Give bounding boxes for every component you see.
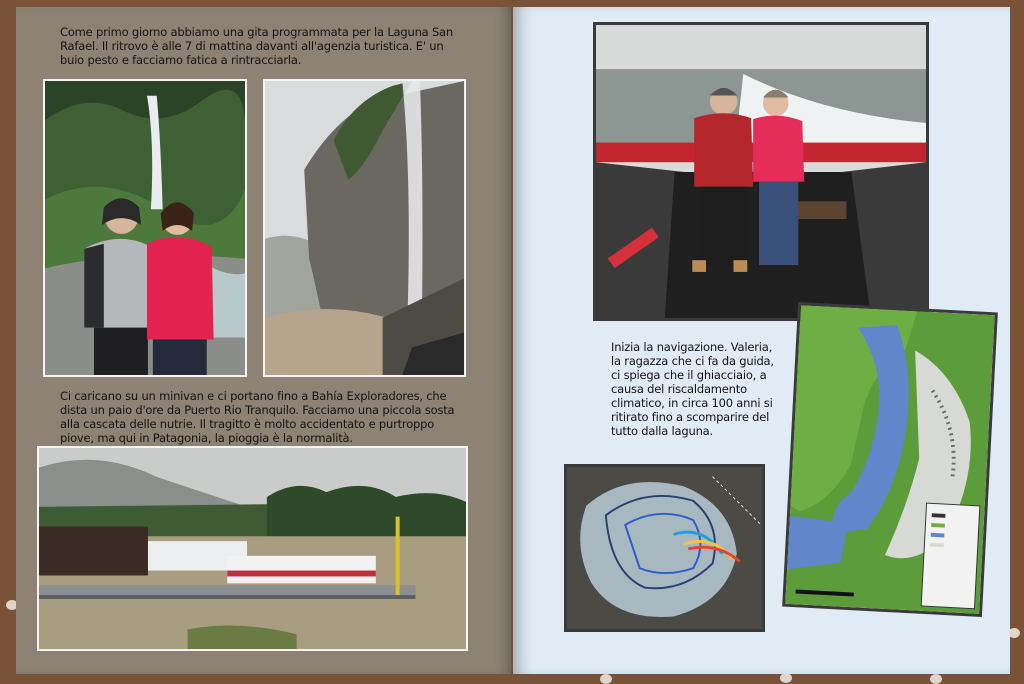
photo-glacier-retreat-map [564, 464, 765, 632]
paw-print-icon [930, 674, 942, 684]
caption-minivan-trip: Ci caricano su un minivan e ci portano fino a Bahía Exploradores, che dista un paio d'ore da Puerto Rio Tranquilo. Facciamo una piccola sosta alla cascata delle nutrie. Il tragitto è molto accidentato e purtroppo piove, ma qui in Patagonia, la pioggia è la normalità. [60, 389, 455, 445]
photo-couple-at-waterfall [43, 79, 247, 377]
photo-harbor-boats [37, 446, 468, 651]
paw-print-icon [600, 674, 612, 684]
caption-navigation-start: Inizia la navigazione. Valeria, la ragazza che ci fa da guida, ci spiega che il ghiacciaio, a causa del riscaldamento climatico, in circa 100 anni si ritirato fino a scomparire del tutto dalla laguna. [611, 340, 774, 438]
album-page-left [16, 7, 511, 674]
album-page-right [513, 7, 1010, 674]
photo-couple-on-boat [593, 22, 929, 321]
paw-print-icon [780, 673, 792, 683]
caption-first-day: Come primo giorno abbiamo una gita programmata per la Laguna San Rafael. Il ritrovo è alle 7 di mattina davanti all'agenzia turistica. E' un buio pesto e facciamo fatica a rintracciarla. [60, 25, 453, 67]
photo-laguna-san-rafael-map [782, 302, 998, 617]
photo-waterfall-rock [263, 79, 466, 377]
